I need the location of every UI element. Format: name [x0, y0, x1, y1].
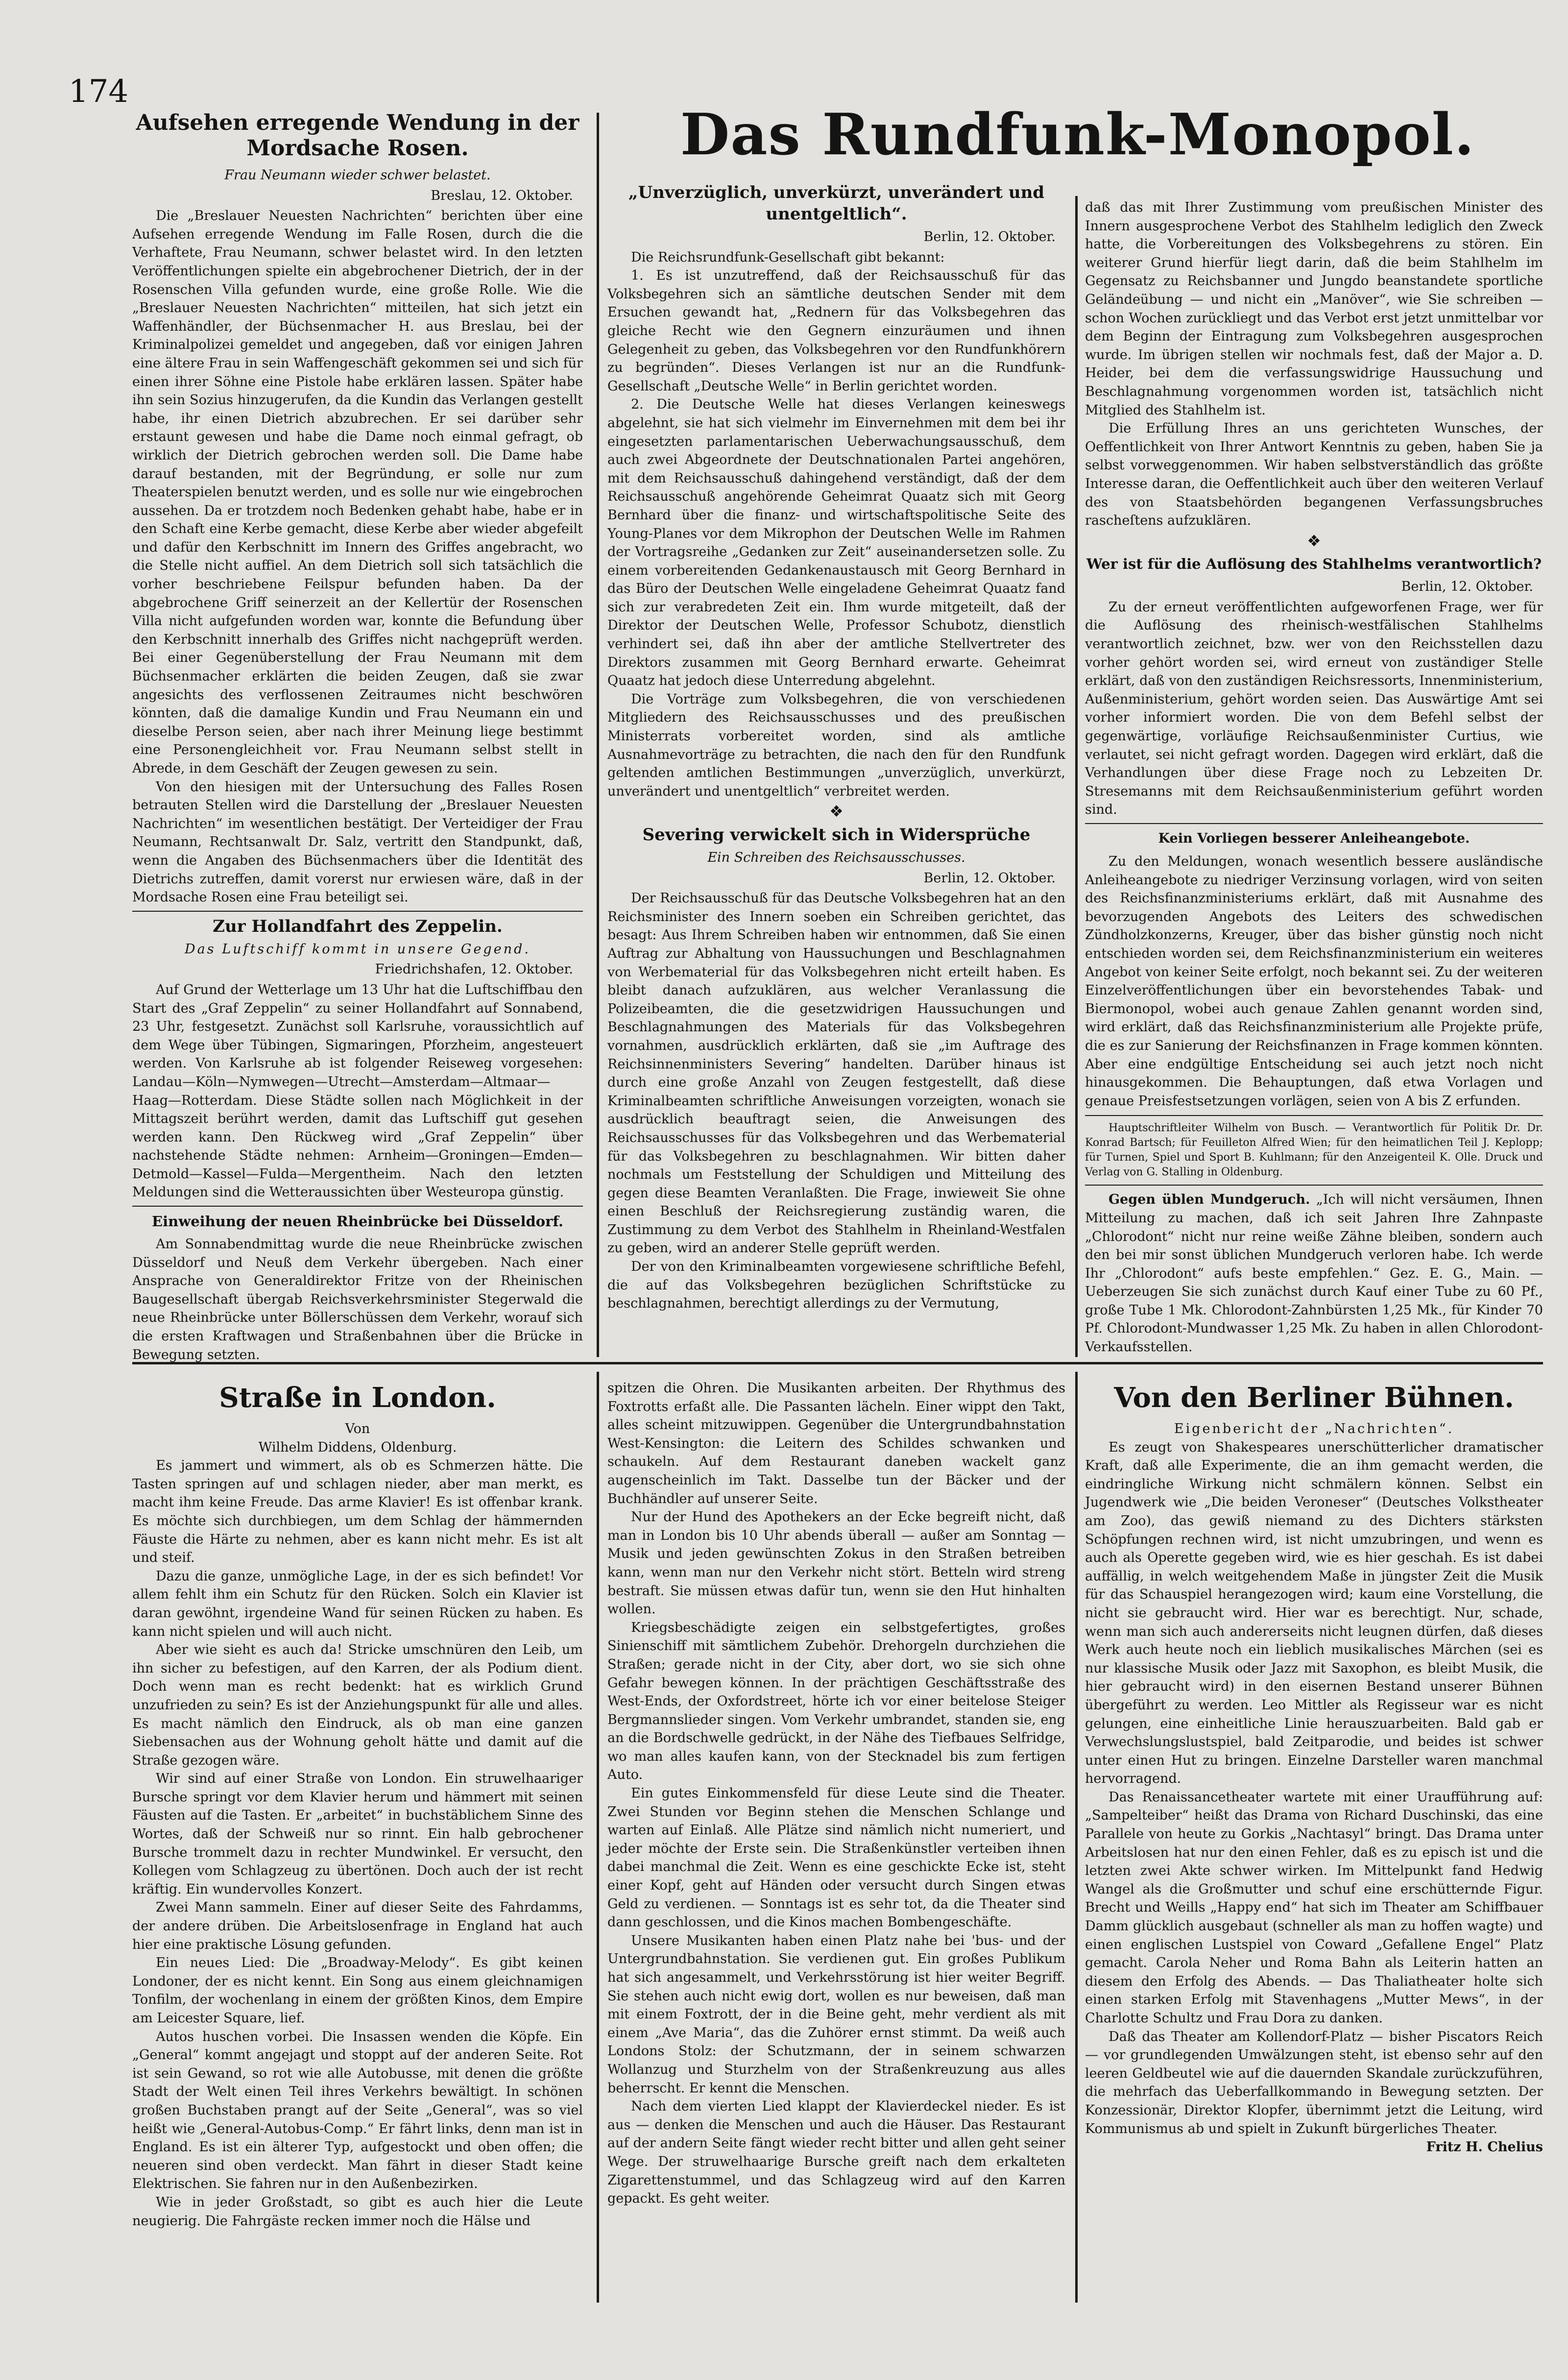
article-divider [132, 1206, 583, 1207]
dateline-berlin-3: Berlin, 12. Oktober. [1401, 579, 1533, 595]
article-paragraph: 1. Es ist unzutreffend, daß der Reichsausschuß für das Volksbegehren sich an sämtliche deutschen Sender mit dem Ersuchen gewandt hat, „Rednern für das Volksbegehren das gleiche Recht wie den Gegnern einzuräumen und ihnen Gelegenheit zu geben, das Volksbegehren vor den Rundfunkhörern zu begründen“. Dieses Verlangen ist nur an die Rundfunk-Gesellschaft „Deutsche Welle“ in Berlin gerichtet worden. [607, 268, 1065, 394]
article-paragraph: Das Renaissancetheater wartete mit einer Uraufführung auf: „Sampelteiber“ heißt das Drama von Richard Duschinski, das eine Parallele von heute zu Gorkis „Nachtasyl“ bringt. Das Drama unter Arbeitslosen hat nur den einen Fehler, daß es zu episch ist und die letzten zwei Akte schwer wirken. Im Mittelpunkt fand Hedwig Wangel als die Großmutter und schuf eine erschütternde Figur. Brecht und Weills „Happy end“ hat sich im Theater am Schiffbauer Damm glücklich ausgebaut (schneller als man zu hoffen wagte) und einen englischen Lustspiel von Coward „Gefallene Engel“ Platz gemacht. Carola Neher und Roma Bahn als Leiterin hatten an diesem den Erfolg des Abends. — Das Thaliatheater holte sich einen starken Erfolg mit Stavenhagens „Mutter Mews“, in der Charlotte Schultz und Frau Dora zu danken. [1085, 1789, 1543, 2026]
article-paragraph: Autos huschen vorbei. Die Insassen wenden die Köpfe. Ein „General“ kommt angejagt und stoppt auf der anderen Seite. Rot ist sein Gewand, so rot wie alle Autobusse, mit denen die größte Stadt der Welt einen Teil ihres Verkehrs bewältigt. In schönen großen Buchstaben prangt auf der Seite „General“, was so viel heißt wie „General-Autobus-Comp.“ Er fährt links, denn man ist in England. Es ist ein älterer Typ, aufgestockt und oben offen; die neueren sind oben verdeckt. Man fährt in dieser Stadt keine Elektrischen. Sie fahren nur in den Außenbezirken. [132, 2029, 583, 2192]
section-ornament: ❖ [1307, 531, 1321, 550]
dateline-breslau: Breslau, 12. Oktober. [431, 188, 573, 203]
article-paragraph: Nach dem vierten Lied klappt der Klavierdeckel nieder. Es ist aus — denken die Menschen und auch die Häuser. Das Restaurant auf der andern Seite fängt wieder recht bitter und allen geht seiner Wege. Der struwelhaarige Bursche greift nach dem erkalteten Zigarettenstummel, und das Schlagzeug wird auf den Karren gepackt. Es geht weiter. [607, 2099, 1065, 2207]
main-headline: Das Rundfunk-Monopol. [680, 101, 1475, 168]
section-ornament: ❖ [829, 802, 844, 821]
column-stahlhelm [1085, 198, 1543, 1355]
ad-divider [1085, 1185, 1543, 1186]
article-paragraph: Unsere Musikanten haben einen Platz nahe bei 'bus- und der Untergrundbahnstation. Sie verdienen gut. Ein großes Publikum hat sich angesammelt, und Verkehrsstörung ist hier weiter Begriff. Sie stehen auch nicht ewig dort, wollen es nur beweisen, daß man mit einem Foxtrott, der in die Beine geht, mehr verdient als mit einem „Ave Maria“, das die Zuhörer ernst stimmt. Da weiß auch Londons Stolz: der Schutzmann, der in seinem schwarzen Wollanzug und Sturzhelm von der Straßenkreuzung aus alles beherrscht. Er kennt die Menschen. [607, 1933, 1065, 2096]
article-paragraph: Kriegsbeschädigte zeigen ein selbstgefertigtes, großes Sinienschiff mit sämtlichem Zubehör. Drehorgeln durchziehen die Straßen; gerade nicht in der City, aber dort, wo sie sich ohne Gefahr bewegen können. In der prächtigen Geschäftsstraße des West-Ends, der Oxfordstreet, hörte ich vor einer beitelose Steiger Bergmannslieder singen. Vom Verkehr umbrandet, standen sie, eng an die Bordschwelle gedrückt, in der Nähe des Tiefbaues Selfridge, wo man alles kaufen kann, von der Stecknadel bis zum fertigen Auto. [607, 1620, 1065, 1783]
column-london-continued [607, 1379, 1065, 2298]
imprint-divider [1085, 1115, 1543, 1116]
article-subtitle-rosen: Frau Neumann wieder schwer belastet. [224, 168, 491, 183]
article-paragraph: Zwei Mann sammeln. Einer auf dieser Seite des Fahrdamms, der andere drüben. Die Arbeitslosenfrage in England hat auch hier eine praktische Lösung gefunden. [132, 1900, 583, 1952]
article-title-zeppelin: Zur Hollandfahrt des Zeppelin. [213, 916, 503, 936]
article-lead: Die Reichsrundfunk-Gesellschaft gibt bekannt: [631, 249, 945, 265]
byline-von: Von [345, 1421, 370, 1436]
article-title-buehnen: Von den Berliner Bühnen. [1114, 1382, 1514, 1414]
article-paragraph: Von den hiesigen mit der Untersuchung des Falles Rosen betrauten Stellen wird die Darstellung der „Breslauer Neuesten Nachrichten“ im wesentlichen bestätigt. Der Verteidiger der Frau Neumann, Rechtsanwalt Dr. Salz, vertritt den Standpunkt, daß, wenn die Angaben des Büchsenmachers über die Identität des Dietrichs zutreffen, damit vorerst nur erwiesen wäre, daß in der Mordsache Rosen eine Frau beteiligt sei. [132, 779, 583, 905]
column-rosen [132, 110, 583, 1362]
article-paragraph: Wir sind auf einer Straße von London. Ein struwelhaariger Bursche springt vor dem Klavier herum und hämmert mit seinen Fäusten auf die Tasten. Er „arbeitet“ in buchstäblichem Sinne des Wortes, daß der Schweiß nur so rinnt. Ein halb gebrochener Bursche trommelt dazu in rechter Mundwinkel. Er versucht, den Kollegen vom Schlagzeug zu übertönen. Doch auch der ist recht kräftig. Ein wundervolles Konzert. [132, 1771, 583, 1897]
article-paragraph: Zu der erneut veröffentlichten aufgeworfenen Frage, wer für die Auflösung des rheinisch-westfälischen Stahlhelms verantwortlich zeichnet, bzw. wer von den Reichsstellen dazu vorher gehört worden sei, wird erneut von zuständiger Stelle erklärt, daß von den zuständigen Reichsressorts, Innenministerium, Außenministerium, gehört worden seien. Das Auswärtige Amt sei vorher informiert worden. Die von dem Befehl selbst der gegenwärtige, vorläufige Reichsaußenminister Curtius, wie verlautet, sei nicht gefragt worden. Dagegen wird erklärt, daß die Verhandlungen über diese Frage noch zu Lebzeiten Dr. Stresemanns mit dem Reichsaußenministerium geführt worden sind. [1085, 599, 1543, 818]
article-paragraph: Die Erfüllung Ihres an uns gerichteten Wunsches, der Oeffentlichkeit von Ihrer Antwort Kenntnis zu geben, haben Sie ja selbst vorweggenommen. Wir haben selbstverständlich das größte Interesse daran, die Oeffentlichkeit auch über den weiteren Verlauf des von Staatsbehörden begangenen Verfassungsbruches rascheſtens aufzuklären. [1085, 421, 1543, 529]
article-paragraph: Es jammert und wimmert, als ob es Schmerzen hätte. Die Tasten springen auf und schlagen nieder, aber man merkt, es macht ihm keine Freude. Das arme Klavier! Es ist offenbar krank. Es möchte sich durchbiegen, um dem Schlag der hämmernden Fäuste die Härte zu nehmen, aber es kann nicht mehr. Es ist alt und steif. [132, 1458, 583, 1566]
article-paragraph: spitzen die Ohren. Die Musikanten arbeiten. Der Rhythmus des Foxtrotts erfaßt alle. Die Passanten lächeln. Einer wippt den Takt, alles scheint mitzuwippen. Gegenüber die Untergrundbahnstation West-Kensington: die Leitern des Schildes schwanken und schaukeln. Auf dem Restaurant daneben wackelt ganz augenscheinlich im Takt. Dasselbe tun der Bäcker und der Buchhändler auf unserer Seite. [607, 1381, 1065, 1506]
article-paragraph: Der von den Kriminalbeamten vorgewiesene schriftliche Befehl, die auf das Volksbegehren bezüglichen Schriftstücke zu beschlagnahmen, berechtigt allerdings zu der Vermutung, [607, 1259, 1065, 1311]
column-london [132, 1377, 583, 2298]
article-paragraph: 2. Die Deutsche Welle hat dieses Verlangen keineswegs abgelehnt, sie hat sich vielmehr im Einvernehmen mit dem bei ihr eingesetzten parlamentarischen Ueberwachungsausschuß, dem auch zwei Abgeordnete der Deutschnationalen Partei angehören, mit dem Reichsausschuß dahingehend verständigt, daß der dem Reichsausschuß angehörende Geheimrat Quaatz sich mit Georg Bernhard über die finanz- und wirtschaftspolitische Seite des Young-Planes vor dem Mikrophon der Deutschen Welle im Rahmen der Vortragsreihe „Gedanken zur Zeit“ auseinandersetzen solle. Zu einem vorbereitenden Gedankenaustausch mit Georg Bernhard in das Büro der Deutschen Welle eingeladene Geheimrat Quaatz fand sich zur verabredeten Zeit ein. Ihm wurde mitgeteilt, daß der Direktor der Deutschen Welle, Professor Schubotz, dienstlich verhindert sei, daß ihn aber der amtliche Stellvertreter des Direktors zusammen mit Georg Bernhard erwarte. Geheimrat Quaatz hat jedoch diese Unterredung abgelehnt. [607, 397, 1065, 689]
article-paragraph: Zu den Meldungen, wonach wesentlich bessere ausländische Anleiheangebote zu niedriger Verzinsung vorlagen, wird von seiten des Reichsfinanzministeriums erklärt, daß mit Ausnahme des bevorzugenden Angebots des Leiters des schwedischen Zündholzkonzerns, Kreuger, über das bisher günstig noch nicht entschieden worden sei, dem Reichsfinanzministerium ein weiteres Angebot von keiner Seite erfolgt, noch bekannt sei. Zu der weiteren Einzelveröffentlichungen über ein bevorstehendes Tabak- und Biermonopol, wobei auch genaue Zahlen genannt worden sind, wird erklärt, daß das Reichsfinanzministerium alle Projekte prüfe, die es zur Sanierung der Reichsfinanzen in Frage kommen könnten. Aber eine endgültige Entscheidung sei auch jetzt noch nicht hinausgekommen. Die Behauptungen, daß etwa Vorlagen und genaue Preisfestsetzungen vorlägen, seien von A bis Z erfunden. [1085, 854, 1543, 1109]
article-paragraph: Am Sonnabendmittag wurde die neue Rheinbrücke zwischen Düsseldorf und Neuß dem Verkehr übergeben. Nach einer Ansprache von Generaldirektor Fritze von der Rheinischen Baugesellschaft übergab Reichsverkehrsminister Stegerwald die neue Rheinbrücke unter Böllerschüssen dem Verkehr, worauf sich die ersten Kraftwagen und Straßenbahnen über die Brücke in Bewegung setzten. [132, 1237, 583, 1362]
author-signature: Fritz H. Chelius [1426, 2139, 1543, 2155]
column-rule-3 [597, 1372, 599, 2303]
article-paragraph: Dazu die ganze, unmögliche Lage, in der es sich befindet! Vor allem fehlt ihm ein Schutz für den Rücken. Solch ein Klavier ist daran gewöhnt, irgendeine Wand für seinen Rücken zu haben. Es kann nicht spielen und will auch nicht. [132, 1568, 583, 1639]
dateline-friedrichshafen: Friedrichshafen, 12. Oktober. [375, 962, 573, 977]
article-title-anleihe: Kein Vorliegen besserer Anleiheangebote. [1158, 831, 1470, 846]
article-title-rheinbruecke: Einweihung der neuen Rheinbrücke bei Düsseldorf. [152, 1213, 563, 1230]
article-paragraph: Aber wie sieht es auch da! Stricke umschnüren den Leib, um ihn sicher zu befestigen, auf den Karren, der als Podium dient. Doch wenn man es recht bedenkt: hat es wirklich Grund unzufrieden zu sein? Es ist der Anziehungspunkt für alle und alles. Es macht nämlich den Eindruck, als ob man eine ganzen Siebensachen aus der Wohnung geholt hätte und damit auf die Straße gezogen wäre. [132, 1642, 583, 1768]
ad-text: „Ich will nicht versäumen, Ihnen Mitteilung zu machen, daß ich seit Jahren Ihre Zahnpaste „Chlorodont“ nicht nur reine weiße Zähne bleiben, sondern auch den bei mir sonst üblichen Mundgeruch verloren habe. Ich werde Ihr „Chlorodont“ aufs beste empfehlen.“ Gez. E. G., Main. — Ueberzeugen Sie sich zunächst durch Kauf einer Tube zu 60 Pf., große Tube 1 Mk. Chlorodont-Zahnbürsten 1,25 Mk., für Kinder 70 Pf. Chlorodont-Mundwasser 1,25 Mk. Zu haben in allen Chlorodont-Verkaufsstellen. [1085, 1192, 1543, 1355]
dateline-berlin-2: Berlin, 12. Oktober. [923, 870, 1056, 886]
byline-author: Wilhelm Diddens, Oldenburg. [258, 1439, 457, 1455]
article-paragraph: Auf Grund der Wetterlage um 13 Uhr hat die Luftschiffbau den Start des „Graf Zeppelin“ zu seiner Hollandfahrt auf Sonnabend, 23 Uhr, festgesetzt. Zunächst soll Karlsruhe, voraussichtlich auf dem Wege über Tübingen, Sigmaringen, Pforzheim, angesteuert werden. Von Karlsruhe ab ist folgender Reiseweg vorgesehen: Landau—Köln—Nymwegen—Utrecht—Amsterdam—Altmaar—Haag—Rotterdam. Diese Städte sollen nach Möglichkeit in der Mittagszeit berührt werden, damit das Luftschiff gut gesehen werden kann. Den Rückweg wird „Graf Zeppelin“ über nachstehende Städte nehmen: Arnheim—Groningen—Emden—Detmold—Kassel—Fulda—Mergentheim. Nach den letzten Meldungen sind die Wetteraussichten über Westeuropa günstig. [132, 982, 583, 1200]
article-paragraph: daß das mit Ihrer Zustimmung vom preußischen Minister des Innern ausgesprochene Verbot des Stahlhelm lediglich den Zweck hatte, die Vorbereitungen des Volksbegehrens zu stören. Ein weiterer Grund hierfür liegt darin, daß die beim Stahlhelm im Gegensatz zu Reichsbanner und Jungdo beanstandete sportliche Geländeübung — und nicht ein „Manöver“, wie Sie schreiben — schon Wochen zurückliegt und das Verbot erst jetzt unmittelbar vor dem Beginn der Eintragung zum Volksbegehren ausgesprochen wurde. Im übrigen stellen wir nochmals fest, daß der Major a. D. Heider, bei dem die verfassungswidrige Haussuchung und Beschlagnahmung vorgenommen worden ist, tatsächlich nicht Mitglied des Stahlhelm ist. [1085, 200, 1543, 418]
article-title-rosen: Aufsehen erregende Wendung in der Mordsache Rosen. [136, 110, 579, 161]
article-paragraph: Nur der Hund des Apothekers an der Ecke begreift nicht, daß man in London bis 10 Uhr abends überall — außer am Sonntag — Musik und jeden gewünschten Zokus in den Straßen betreiben kann, wenn man nur den Verkehr nicht stört. Betteln wird streng bestraft. Sie müssen etwas dafür tun, wenn sie den Hut hinhalten wollen. [607, 1509, 1065, 1617]
article-paragraph: Die Vorträge zum Volksbegehren, die von verschiedenen Mitgliedern des Reichsausschusses und des preußischen Ministerrats vorbereitet worden, sind als amtliche Ausnahmevorträge zu betrachten, die nach den für den Rundfunk geltenden amtlichen Bestimmungen „unverzüglich, unverkürzt, unverändert und unentgeltlich“ verbreitet werden. [607, 691, 1065, 799]
article-subtitle-severing: Ein Schreiben des Reichsausschusses. [707, 850, 965, 865]
article-paragraph: Die „Breslauer Neuesten Nachrichten“ berichten über eine Aufsehen erregende Wendung im Falle Rosen, durch die die Verhaftete, Frau Neumann, schwer belastet wird. In den letzten Veröffentlichungen spielte ein abgebrochener Dietrich, der in der Rosenschen Villa gefunden wurde, eine große Rolle. Wie die „Breslauer Neuesten Nachrichten“ mitteilen, hat sich jetzt ein Waffenhändler, der Büchsenmacher H. aus Breslau, bei der Kriminalpolizei gemeldet und angegeben, daß vor einigen Jahren eine ältere Frau in sein Waffengeschäft gekommen sei und sich für einen ihrer Söhne eine Pistole habe erklären lassen. Später habe ihn sein Sozius hinzugerufen, da die Kundin das Verlangen gestellt habe, ihr einen Dietrich abzubrechen. Er sei darüber sehr erstaunt gewesen und habe die Dame noch einmal gefragt, ob wirklich der Dietrich gebrochen werden soll. Die Dame habe darauf bestanden, mit der Begründung, er solle nur zum Theaterspielen benutzt werden, und es solle nur wie eingebrochen aussehen. Da er trotzdem noch Bedenken gehabt habe, habe er in den Schaft eine Kerbe gemacht, diese Kerbe aber wieder abgefeilt und dafür den Kerbschnitt im Innern des Griffes angebracht, wo die Stelle nicht auffiel. An dem Dietrich soll sich tatsächlich die vorher beschriebene Feilspur befunden haben. Da der abgebrochene Griff seinerzeit an der Kellertür der Rosenschen Villa nicht aufgefunden worden war, konnte die Befundung über den Kerbschnitt innerhalb des Griffes nicht nachgeprüft werden. Bei einer Gegenüberstellung der Frau Neumann mit dem Büchsenmacher erklärten die beiden Zeugen, daß sie zwar angesichts des verflossenen Zeitraumes nicht beschwören könnten, daß die damalige Kundin und Frau Neumann ein und dieselbe Person seien, aber nach ihrer Meinung liege bestimmt eine Personengleichheit vor. Frau Neumann selbst stellt in Abrede, in dem Geschäft der Zeugen gewesen zu sein. [132, 208, 583, 776]
column-buehnen [1085, 1377, 1543, 2298]
column-rule-1 [597, 113, 599, 1357]
column-rule-4 [1075, 1372, 1078, 2303]
column-rundfunk [607, 179, 1065, 1355]
byline-eigenbericht: Eigenbericht der „Nachrichten“. [1174, 1421, 1454, 1436]
article-subtitle-zeppelin: Das Luftschiff kommt in unsere Gegend. [185, 941, 531, 957]
article-divider [132, 911, 583, 912]
article-paragraph: Es zeugt von Shakespeares unerschütterlicher dramatischer Kraft, daß alle Experimente, die an ihm gemacht werden, die eindringliche Wirkung nicht schmälern können. Selbst ein Jugendwerk wie „Die beiden Veroneser“ (Deutsches Volkstheater am Zoo), das gewiß niemand zu des Dichters stärksten Schöpfungen rechnen wird, ist nicht umzubringen, und wenn es auch als Operette gegeben wird, wie es hier geschah. Es ist dabei auffällig, in welch weitgehendem Maße in jüngster Zeit die Musik für das Schauspiel herangezogen wird; kaum eine Vorstellung, die nicht sie gebraucht wird. Hier war es berechtigt. Nur, schade, wenn man sich auch andererseits nicht leugnen dürfen, daß dieses Werk auch heute noch ein lieblich musikalisches Märchen (sei es nur klassische Musik oder Jazz mit Saxophon, es bleibt Musik, die hier gebraucht wird) in den eisernen Bestand unserer Bühnen übergeführt zu werden. Leo Mittler als Regisseur war es nicht gelungen, eine einheitliche Linie herauszuarbeiten. Bald gab er Verwechslungslustspiel, bald Zeitparodie, und beides ist schwer unter einen Hut zu bringen. Einzelne Darsteller waren manchmal hervorragend. [1085, 1439, 1543, 1787]
article-title-severing: Severing verwickelt sich in Widersprüche [642, 825, 1031, 845]
article-title-london: Straße in London. [219, 1382, 496, 1414]
dateline-berlin: Berlin, 12. Oktober. [923, 229, 1056, 244]
ad-title: Gegen üblen Mundgeruch. [1109, 1192, 1310, 1208]
article-paragraph: Daß das Theater am Kollendorf-Platz — bisher Piscators Reich — vor grundlegenden Umwälzungen steht, ist ebenso sehr auf den leeren Geldbeutel wie auf die dauernden Skandale zurückzuführen, die mehrfach das Ueberfallkommando in Bewegung setzten. Der Konzessionär, Direktor Klopfer, übernimmt jetzt die Leitung, wird Kommunismus ab und spielt in Zukunft bürgerliches Theater. [1085, 2029, 1543, 2137]
page-number: 174 [69, 73, 129, 110]
article-divider [1085, 823, 1543, 824]
column-rule-2 [1075, 196, 1078, 1357]
article-paragraph: Ein gutes Einkommensfeld für diese Leute sind die Theater. Zwei Stunden vor Beginn stehen die Menschen Schlange und warten auf Einlaß. Alle Plätze sind nämlich nicht numeriert, und jeder möchte der Erste sein. Die Straßenkünstler verteiben ihnen dabei manchmal die Zeit. Wenn es eine geschickte Ecke ist, steht einer Kopf, geht auf Händen oder versucht durch Singen etwas Geld zu verdienen. — Sonntags ist es sehr tot, da die Theater sind dann geschlossen, und die Kinos machen Bombengeschäfte. [607, 1786, 1065, 1930]
article-paragraph: Wie in jeder Großstadt, so gibt es auch hier die Leute neugierig. Die Fahrgäste recken immer noch die Hälse und [132, 2194, 583, 2229]
article-title-stahlhelm: Wer ist für die Auflösung des Stahlhelms verantwortlich? [1086, 556, 1542, 573]
article-paragraph: Ein neues Lied: Die „Broadway-Melody“. Es gibt keinen Londoner, der es nicht kennt. Ein Song aus einem gleichnamigen Tonfilm, der wochenlang in einem der größten Kinos, dem Empire am Leicester Square, lief. [132, 1955, 583, 2026]
article-paragraph: Der Reichsausschuß für das Deutsche Volksbegehren hat an den Reichsminister des Innern soeben ein Schreiben gerichtet, das besagt: Aus Ihrem Schreiben haben wir entnommen, daß Sie einen Auftrag zur Abhaltung von Haussuchungen und Beschlagnahmen von Werbematerial für das Volksbegehren nicht erteilt haben. Es bleibt danach aufzuklären, aus welcher Veranlassung die Polizeibeamten, die die gesetzwidrigen Haussuchungen und Beschlagnahmungen des Materials für das Volksbegehren vornahmen, ausdrücklich erklärten, daß sie „im Auftrage des Reichsinnenministers Severing“ handelten. Darüber hinaus ist durch eine große Anzahl von Zeugen festgestellt, daß diese Kriminalbeamten schriftliche Anweisungen vorzeigten, wonach sie ausdrücklich beauftragt seien, die Anweisungen des Reichsausschusses für das Volksbegehren und das Werbematerial für das Volksbegehren zu beschlagnahmen. Wir bitten daher nochmals um Feststellung der Schuldigen und Mitteilung des gegen diese Beamten Veranlaßten. Die Frage, inwieweit Sie ohne einen Beschluß der Reichsregierung zuständig waren, die Zustimmung zu dem Verbot des Stahlhelm in Rheinland-Westfalen zu geben, wird an anderer Stelle geprüft werden. [607, 891, 1065, 1256]
imprint: Hauptschriftleiter Wilhelm von Busch. — Verantwortlich für Politik Dr. Dr. Konrad Bartsch; für Feuilleton Alfred Wien; für den heimatlichen Teil J. Keplopp; für Turnen, Spiel und Sport B. Kuhlmann; für den Anzeigenteil K. Olle. Druck und Verlag von G. Stalling in Oldenburg. [1085, 1122, 1543, 1179]
article-title-unverzueglich: „Unverzüglich, unverkürzt, unverändert und unentgeltlich“. [628, 183, 1045, 224]
